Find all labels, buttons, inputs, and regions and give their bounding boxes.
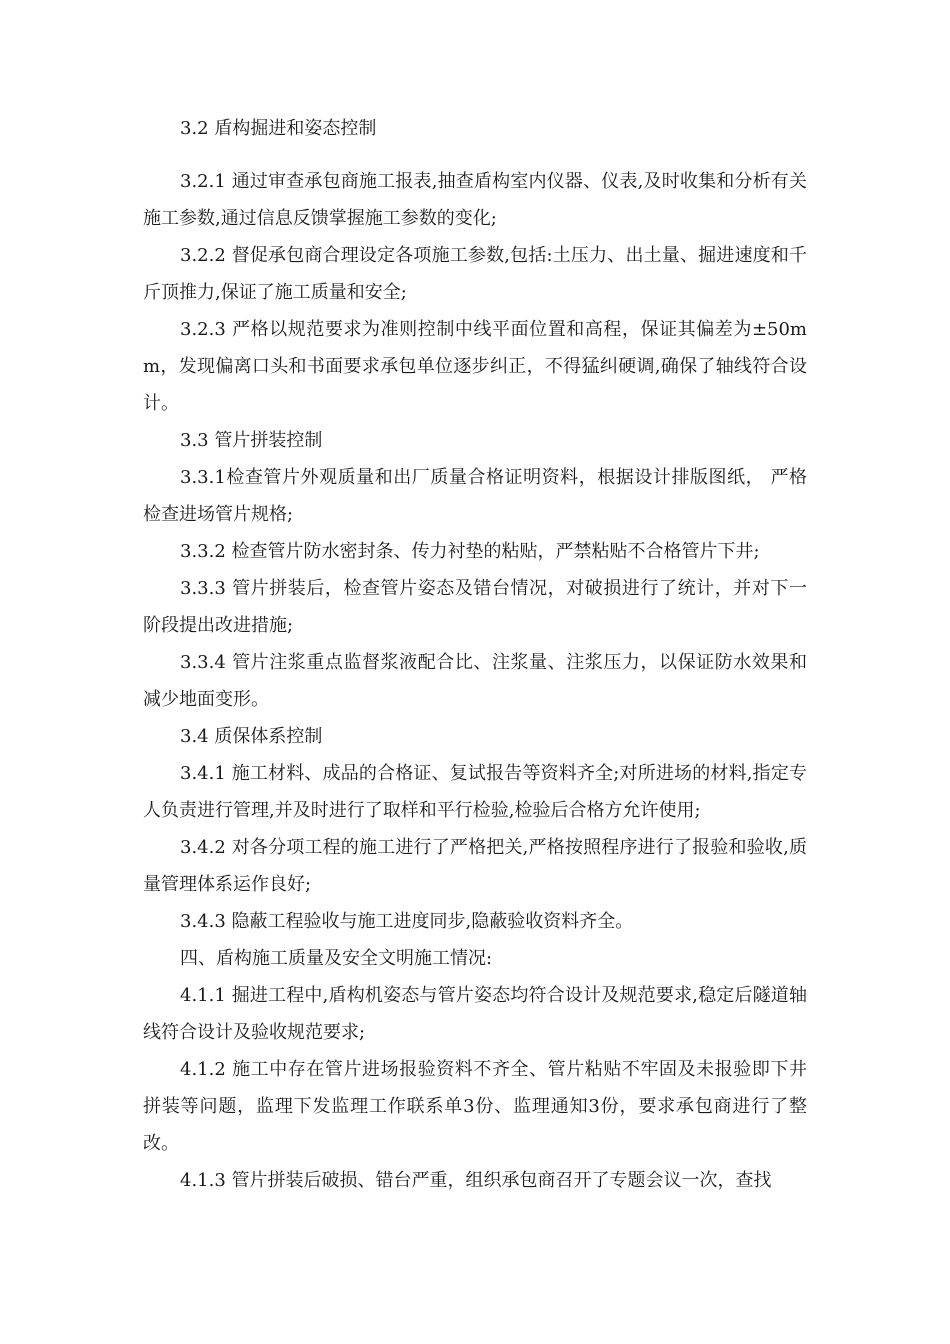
paragraph-3-3-1: 3.3.1检查管片外观质量和出厂质量合格证明资料，根据设计排版图纸， 严格检查进场管片规格; bbox=[143, 467, 807, 525]
section-heading-3-4: 3.4 质保体系控制 bbox=[180, 726, 323, 747]
paragraph-3-2-2: 3.2.2 督促承包商合理设定各项施工参数,包括:土压力、出土量、掘进速度和千斤顶推力,保证了施工质量和安全; bbox=[143, 245, 807, 303]
paragraph-3-3-2: 3.3.2 检查管片防水密封条、传力衬垫的粘贴，严禁粘贴不合格管片下井; bbox=[180, 541, 760, 562]
paragraph-4-1-3: 4.1.3 管片拼装后破损、错台严重，组织承包商召开了专题会议一次，查找 bbox=[180, 1170, 772, 1191]
paragraph-3-3-3: 3.3.3 管片拼装后，检查管片姿态及错台情况，对破损进行了统计，并对下一阶段提出改进措施; bbox=[143, 578, 807, 636]
paragraph-3-2-3: 3.2.3 严格以规范要求为准则控制中线平面位置和高程，保证其偏差为±50mm，发现偏离口头和书面要求承包单位逐步纠正，不得猛纠硬调,确保了轴线符合设计。 bbox=[143, 319, 807, 414]
section-heading-3-2: 3.2 盾构掘进和姿态控制 bbox=[180, 118, 377, 139]
paragraph-3-3-4: 3.3.4 管片注浆重点监督浆液配合比、注浆量、注浆压力，以保证防水效果和减少地面变形。 bbox=[143, 652, 807, 710]
section-heading-4: 四、盾构施工质量及安全文明施工情况: bbox=[180, 948, 493, 969]
paragraph-4-1-2: 4.1.2 施工中存在管片进场报验资料不齐全、管片粘贴不牢固及未报验即下井拼装等问题，监理下发监理工作联系单3份、监理通知3份，要求承包商进行了整改。 bbox=[143, 1059, 807, 1154]
paragraph-3-2-1: 3.2.1 通过审查承包商施工报表,抽查盾构室内仪器、仪表,及时收集和分析有关施工参数,通过信息反馈掌握施工参数的变化; bbox=[143, 171, 807, 229]
paragraph-3-4-1: 3.4.1 施工材料、成品的合格证、复试报告等资料齐全;对所进场的材料,指定专人负责进行管理,并及时进行了取样和平行检验,检验后合格方允许使用; bbox=[143, 763, 807, 821]
document-body bbox=[143, 110, 807, 1199]
paragraph-3-4-2: 3.4.2 对各分项工程的施工进行了严格把关,严格按照程序进行了报验和验收,质量管理体系运作良好; bbox=[143, 837, 807, 895]
section-heading-3-3: 3.3 管片拼装控制 bbox=[180, 430, 323, 451]
paragraph-3-4-3: 3.4.3 隐蔽工程验收与施工进度同步,隐蔽验收资料齐全。 bbox=[180, 911, 634, 932]
paragraph-4-1-1: 4.1.1 掘进工程中,盾构机姿态与管片姿态均符合设计及规范要求,稳定后隧道轴线符合设计及验收规范要求; bbox=[143, 985, 807, 1043]
